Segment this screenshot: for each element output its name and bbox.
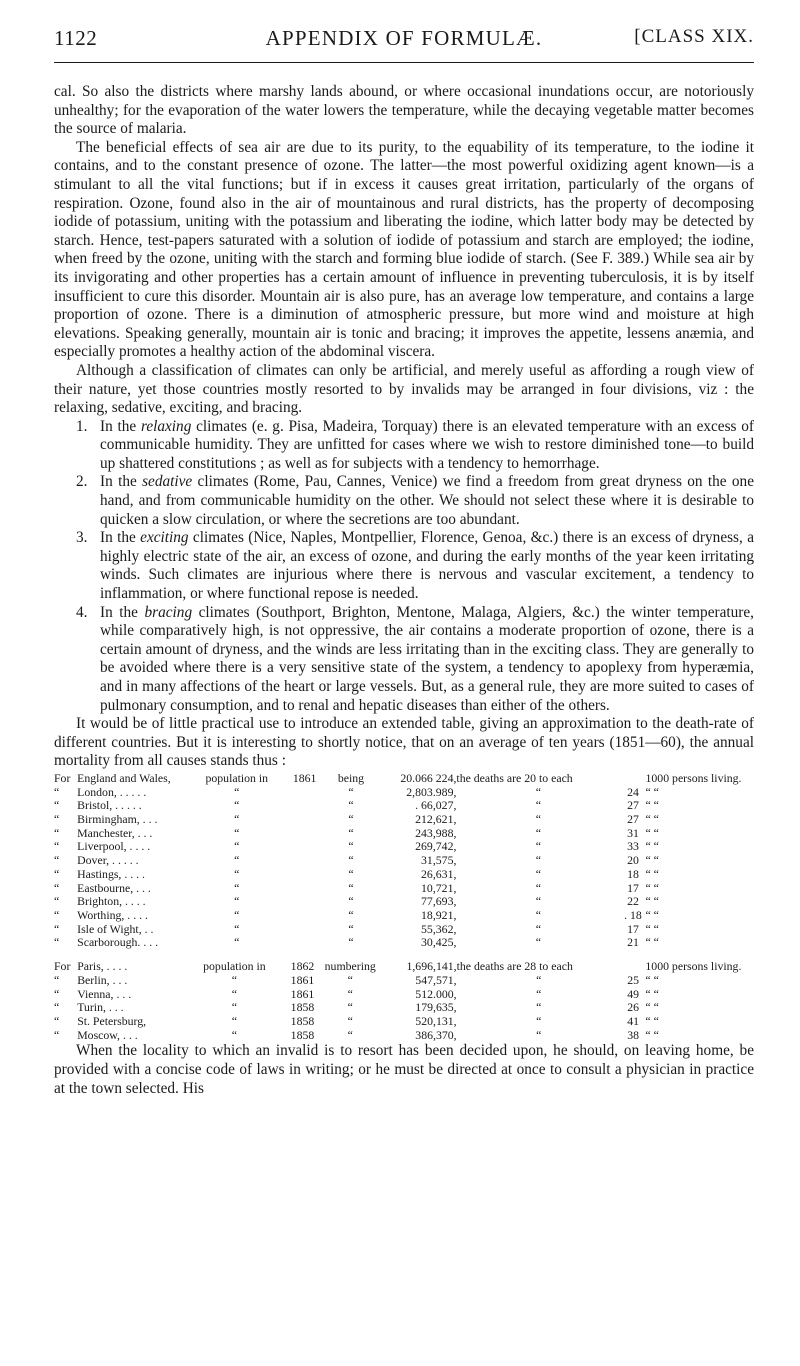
- cell-place: Hastings, . . . .: [77, 866, 145, 881]
- cell-c: “: [535, 880, 542, 895]
- cell-year: [286, 868, 322, 882]
- cell-a: “: [234, 880, 240, 895]
- cell-pop: 30,425,: [421, 935, 457, 950]
- cell-place: Moscow, . . .: [77, 1027, 138, 1042]
- cell-b: “: [348, 798, 354, 813]
- cell-c: “: [535, 894, 542, 909]
- cell-d: “ “: [645, 1000, 659, 1015]
- table-row: [54, 840, 754, 854]
- cell-place: Paris, . . . .: [77, 959, 128, 974]
- running-header: [54, 22, 754, 63]
- cell-a: population in: [203, 959, 266, 974]
- cell-place: Dover, . . . . .: [77, 853, 139, 868]
- cell-b: “: [347, 972, 353, 987]
- cell-a: “: [231, 986, 238, 1001]
- cell-b: “: [347, 1000, 353, 1015]
- cell-a: “: [231, 1027, 238, 1042]
- cell-pop: 243,988,: [415, 825, 457, 840]
- cell-pre: For: [54, 959, 71, 974]
- cell-rate: 49: [627, 986, 640, 1001]
- climate-item-relaxing: 1. In the relaxing climates (e. g. Pisa, Madeira, Torquay) there is an elevated temperature with an excess of communicable humidity. They are unfitted for cases where we wish to restore diminished tone—to build up shattered constitutions ; as well as for subjects with a tendency to hemorrhage.: [76, 417, 754, 472]
- cell-place: St. Petersburg,: [77, 1013, 147, 1028]
- cell-pop: 77,693,: [421, 894, 457, 909]
- cell-d: “ “: [645, 825, 659, 840]
- paragraph-mortality-intro: It would be of little practical use to introduce an extended table, giving an approximation to the death-rate of different countries. But it is interesting to shortly notice, that on an average of ten years (1851—60), the annual mortality from all causes stands thus :: [54, 715, 754, 770]
- cell-rate: 17: [627, 880, 639, 895]
- cell-rate: 38: [627, 1027, 640, 1042]
- cell-pop: 10,721,: [421, 880, 457, 895]
- cell-place: Berlin, . . .: [77, 972, 128, 987]
- cell-c: the deaths are 20 to each: [456, 770, 573, 785]
- cell-year: [286, 854, 322, 868]
- table-row: [54, 988, 754, 1002]
- cell-pre: “: [54, 784, 60, 799]
- cell-rate: [621, 960, 645, 974]
- cell-d: 1000 persons living.: [645, 959, 742, 974]
- paragraph-classification: Although a classification of climates can only be artificial, and merely useful as affording a rough view of their nature, yet those countries mostly resorted to by invalids may be arranged in four divisions, viz : the relaxing, sedative, exciting, and bracing.: [54, 361, 754, 417]
- climate-item-exciting: 3. In the exciting climates (Nice, Naples, Montpellier, Florence, Genoa, &c.) there is an excess of dryness, a highly electric state of the air, an excess of ozone, and during the early months of the year keen irritating winds. Such climates are injurious where there is nervous and vascular excitement, a tendency to inflammation, or where functional repose is needed.: [76, 529, 754, 603]
- cell-year: [286, 827, 322, 841]
- cell-d: “ “: [645, 880, 659, 895]
- cell-b: “: [348, 853, 354, 868]
- table-row: [54, 895, 754, 909]
- cell-year: [286, 895, 322, 909]
- table-row: [54, 827, 754, 841]
- climate-item-bracing: 4. In the bracing climates (Southport, Brighton, Mentone, Malaga, Algiers, &c.) the winter temperature, while comparatively high, is not oppressive, the air contains a moderate proportion of ozone, there is a certain amount of dryness, and the winds are less irritating than in the exciting class. They are generally to be avoided where there is a very sensitive state of the system, a tendency to apoplexy from hyperæmia, and in many affections of the heart or large vessels. But, as a general rule, they are more suited to cases of pulmonary consumption, and to renal and hepatic diseases than either of the others.: [76, 603, 754, 714]
- cell-d: “ “: [645, 784, 659, 799]
- cell-d: “ “: [645, 798, 659, 813]
- cell-year: [286, 840, 322, 854]
- cell-a: “: [234, 839, 240, 854]
- cell-b: “: [348, 825, 354, 840]
- cell-rate: 31: [627, 825, 639, 840]
- cell-pre: “: [54, 1013, 60, 1028]
- cell-c: “: [535, 853, 542, 868]
- cell-d: “ “: [645, 812, 659, 827]
- cell-c: “: [536, 1013, 542, 1028]
- cell-a: “: [231, 1000, 238, 1015]
- cell-b: “: [348, 921, 354, 936]
- cell-pop: 520,131,: [415, 1013, 457, 1028]
- cell-pop: 31,575,: [421, 853, 457, 868]
- cell-rate: 20: [627, 853, 639, 868]
- cell-d: “ “: [645, 972, 659, 987]
- table-row: [54, 813, 754, 827]
- cell-year: 1858: [290, 1027, 315, 1042]
- cell-b: “: [348, 812, 354, 827]
- cell-year: 1858: [290, 1000, 315, 1015]
- cell-pre: For: [54, 770, 71, 785]
- cell-c: “: [535, 839, 542, 854]
- cell-rate: 25: [627, 972, 640, 987]
- cell-rate: 22: [627, 894, 639, 909]
- cell-a: “: [234, 825, 240, 840]
- cell-b: “: [348, 935, 354, 950]
- cell-place: Isle of Wight, . .: [77, 921, 154, 936]
- cell-b: numbering: [324, 959, 376, 974]
- table-row: [54, 1001, 754, 1015]
- cell-pop: 18,921,: [421, 908, 457, 922]
- table-row: [54, 854, 754, 868]
- cell-b: “: [347, 1013, 353, 1028]
- climate-kind: relaxing: [140, 417, 192, 435]
- cell-a: population in: [205, 770, 269, 785]
- cell-b: being: [337, 770, 365, 785]
- mortality-table-continent: [54, 960, 754, 1042]
- cell-b: “: [347, 986, 353, 1001]
- cell-b: “: [348, 866, 354, 881]
- paragraph-invalid-advice: When the locality to which an invalid is to resort has been decided upon, he should, on leaving home, be provided with a concise code of laws in writing; or he must be directed at once to consult a physician in practice at the town selected. His: [54, 1042, 754, 1097]
- cell-year: 1861: [292, 770, 317, 785]
- cell-year: 1861: [290, 972, 315, 987]
- cell-pop: . 66,027,: [415, 798, 457, 813]
- cell-pop: 2,803.989,: [406, 784, 457, 799]
- cell-a: “: [234, 812, 240, 827]
- cell-place: Bristol, . . . . .: [77, 798, 142, 813]
- cell-c: “: [535, 908, 542, 922]
- cell-pre: “: [54, 866, 60, 881]
- page-number: 1122: [54, 26, 98, 50]
- cell-rate: 41: [627, 1013, 640, 1028]
- paragraph-sea-air: The beneficial effects of sea air are due to its purity, to the equability of its temperature, to the iodine it contains, and to the constant presence of ozone. The latter—the most powerful oxidizing agent known—is a stimulant to all the vital functions; but if in excess it causes great irritation, particularly of the organs of respiration. Ozone, found also in the air of mountainous and rural districts, has the property of decomposing iodide of potassium, uniting with the potassium and liberating the iodine, which latter body may be detected by starch. Hence, test-papers saturated with a solution of iodide of potassium and starch are employed; the iodine, when freed by the ozone, uniting with the starch and forming blue iodide of starch. (See F. 389.) While sea air by its invigorating and other properties has a certain amount of influence in preventing tuberculosis, it is by itself insufficient to cure this disorder. Mountain air is also pure, has an average low temperature, and contains a large proportion of ozone. There is a diminution of atmospheric pressure, but more wind and moisture at high elevations. Speaking generally, mountain air is tonic and bracing; it improves the appetite, lessens anæmia, and especially promotes a healthy action of the abdominal viscera.: [54, 138, 754, 361]
- cell-c: the deaths are 28 to each: [456, 959, 573, 974]
- cell-b: “: [348, 880, 354, 895]
- cell-rate: 21: [627, 935, 639, 950]
- cell-place: Manchester, . . .: [77, 825, 153, 840]
- cell-c: “: [535, 935, 542, 950]
- cell-a: “: [234, 798, 240, 813]
- cell-year: [286, 936, 322, 950]
- cell-b: “: [348, 784, 354, 799]
- cell-place: Worthing, . . . .: [77, 908, 148, 922]
- mortality-table-england: [54, 772, 754, 950]
- cell-c: “: [536, 972, 542, 987]
- climate-item-sedative: 2. In the sedative climates (Rome, Pau, Cannes, Venice) we find a freedom from great dryness on the one hand, and from communicable humidity on the other. We should not select these where it is desirable to quicken a slow circulation, or where the secretions are too abundant.: [76, 473, 754, 528]
- cell-year: 1861: [290, 986, 315, 1001]
- climate-kind: exciting: [140, 529, 189, 547]
- cell-year: [286, 786, 322, 800]
- cell-pop: 1,696,141,: [406, 959, 457, 974]
- cell-c: “: [535, 866, 542, 881]
- cell-pre: “: [54, 798, 60, 813]
- cell-place: London, . . . . .: [77, 784, 147, 799]
- table-row: [54, 960, 754, 974]
- cell-rate: 26: [627, 1000, 640, 1015]
- table-row: [54, 1029, 754, 1043]
- cell-rate: 17: [627, 921, 639, 936]
- cell-d: “ “: [645, 1013, 659, 1028]
- cell-c: “: [535, 921, 542, 936]
- cell-d: “ “: [645, 908, 659, 922]
- cell-pre: “: [54, 972, 60, 987]
- cell-pre: “: [54, 908, 60, 922]
- cell-d: “ “: [645, 921, 659, 936]
- table-row: [54, 1015, 754, 1029]
- cell-rate: 27: [627, 812, 639, 827]
- cell-pre: “: [54, 880, 60, 895]
- table-row: [54, 882, 754, 896]
- cell-pop: 386,370,: [415, 1027, 457, 1042]
- cell-year: [286, 813, 322, 827]
- cell-d: 1000 persons living.: [645, 770, 742, 785]
- cell-c: “: [536, 986, 542, 1001]
- cell-pre: “: [54, 935, 60, 950]
- cell-year: 1862: [290, 959, 315, 974]
- cell-rate: . 18: [624, 908, 642, 922]
- cell-a: “: [234, 784, 240, 799]
- cell-a: “: [234, 853, 240, 868]
- cell-a: “: [234, 894, 240, 909]
- cell-a: “: [234, 921, 240, 936]
- cell-year: [286, 923, 322, 937]
- cell-b: “: [348, 839, 354, 854]
- cell-place: Scarborough. . . .: [77, 935, 159, 950]
- cell-a: “: [234, 935, 240, 950]
- table-row: [54, 799, 754, 813]
- cell-place: Eastbourne, . . .: [77, 880, 151, 895]
- cell-pre: “: [54, 986, 60, 1001]
- cell-a: “: [234, 866, 240, 881]
- cell-c: “: [536, 1027, 542, 1042]
- table-row: [54, 974, 754, 988]
- paragraph-marshy-lands: cal. So also the districts where marshy lands abound, or where occasional inundations occur, are notoriously unhealthy; for the evaporation of the water lowers the temperature, while the decaying vegetable matter becomes the source of malaria.: [54, 83, 754, 138]
- cell-year: [286, 799, 322, 813]
- cell-place: Brighton, . . . .: [77, 894, 146, 909]
- class-label: [CLASS XIX.: [634, 26, 754, 47]
- cell-pre: “: [54, 812, 60, 827]
- table-row: [54, 909, 754, 923]
- cell-pop: 512.000,: [415, 986, 457, 1001]
- cell-c: “: [536, 1000, 542, 1015]
- body-text: [54, 83, 754, 1098]
- cell-b: “: [348, 894, 354, 909]
- cell-d: “ “: [645, 1027, 659, 1042]
- cell-rate: 18: [627, 866, 639, 881]
- cell-pop: 20.066 224,: [400, 770, 457, 785]
- cell-a: “: [234, 908, 240, 922]
- cell-year: [286, 909, 322, 923]
- cell-rate: [620, 772, 645, 786]
- cell-year: 1858: [290, 1013, 315, 1028]
- cell-d: “ “: [645, 866, 659, 881]
- climate-list: [54, 418, 754, 716]
- cell-c: “: [535, 812, 542, 827]
- cell-pre: “: [54, 894, 60, 909]
- cell-place: Vienna, . . .: [77, 986, 132, 1001]
- table-row: [54, 786, 754, 800]
- cell-place: Liverpool, . . . .: [77, 839, 151, 854]
- cell-year: [286, 882, 322, 896]
- cell-rate: 33: [627, 839, 639, 854]
- cell-b: “: [348, 908, 354, 922]
- cell-d: “ “: [645, 986, 659, 1001]
- page-title: APPENDIX OF FORMULÆ.: [265, 26, 543, 50]
- cell-a: “: [231, 1013, 238, 1028]
- cell-pre: “: [54, 1000, 60, 1015]
- cell-rate: 27: [627, 798, 639, 813]
- cell-d: “ “: [645, 894, 659, 909]
- cell-pre: “: [54, 921, 60, 936]
- cell-pre: “: [54, 825, 60, 840]
- cell-pre: “: [54, 853, 60, 868]
- cell-rate: 24: [627, 784, 639, 799]
- cell-pre: “: [54, 1027, 60, 1042]
- cell-d: “ “: [645, 839, 659, 854]
- cell-place: Birmingham, . . .: [77, 812, 158, 827]
- cell-c: “: [535, 825, 542, 840]
- cell-pop: 179,635,: [415, 1000, 457, 1015]
- cell-pop: 55,362,: [421, 921, 457, 936]
- table-row: [54, 772, 754, 786]
- cell-pop: 269,742,: [415, 839, 457, 854]
- cell-b: “: [347, 1027, 353, 1042]
- table-row: [54, 936, 754, 950]
- cell-pop: 547,571,: [415, 972, 457, 987]
- cell-pop: 212,621,: [415, 812, 457, 827]
- table-row: [54, 923, 754, 937]
- cell-c: “: [535, 798, 542, 813]
- cell-d: “ “: [645, 853, 659, 868]
- table-row: [54, 868, 754, 882]
- cell-d: “ “: [645, 935, 659, 950]
- cell-place: Turin, . . .: [77, 1000, 124, 1015]
- climate-kind: bracing: [144, 603, 193, 621]
- climate-kind: sedative: [142, 473, 193, 491]
- page: [54, 22, 754, 1098]
- cell-pop: 26,631,: [421, 866, 457, 881]
- cell-c: “: [535, 784, 542, 799]
- cell-a: “: [231, 972, 238, 987]
- cell-place: England and Wales,: [77, 770, 171, 785]
- cell-pre: “: [54, 839, 60, 854]
